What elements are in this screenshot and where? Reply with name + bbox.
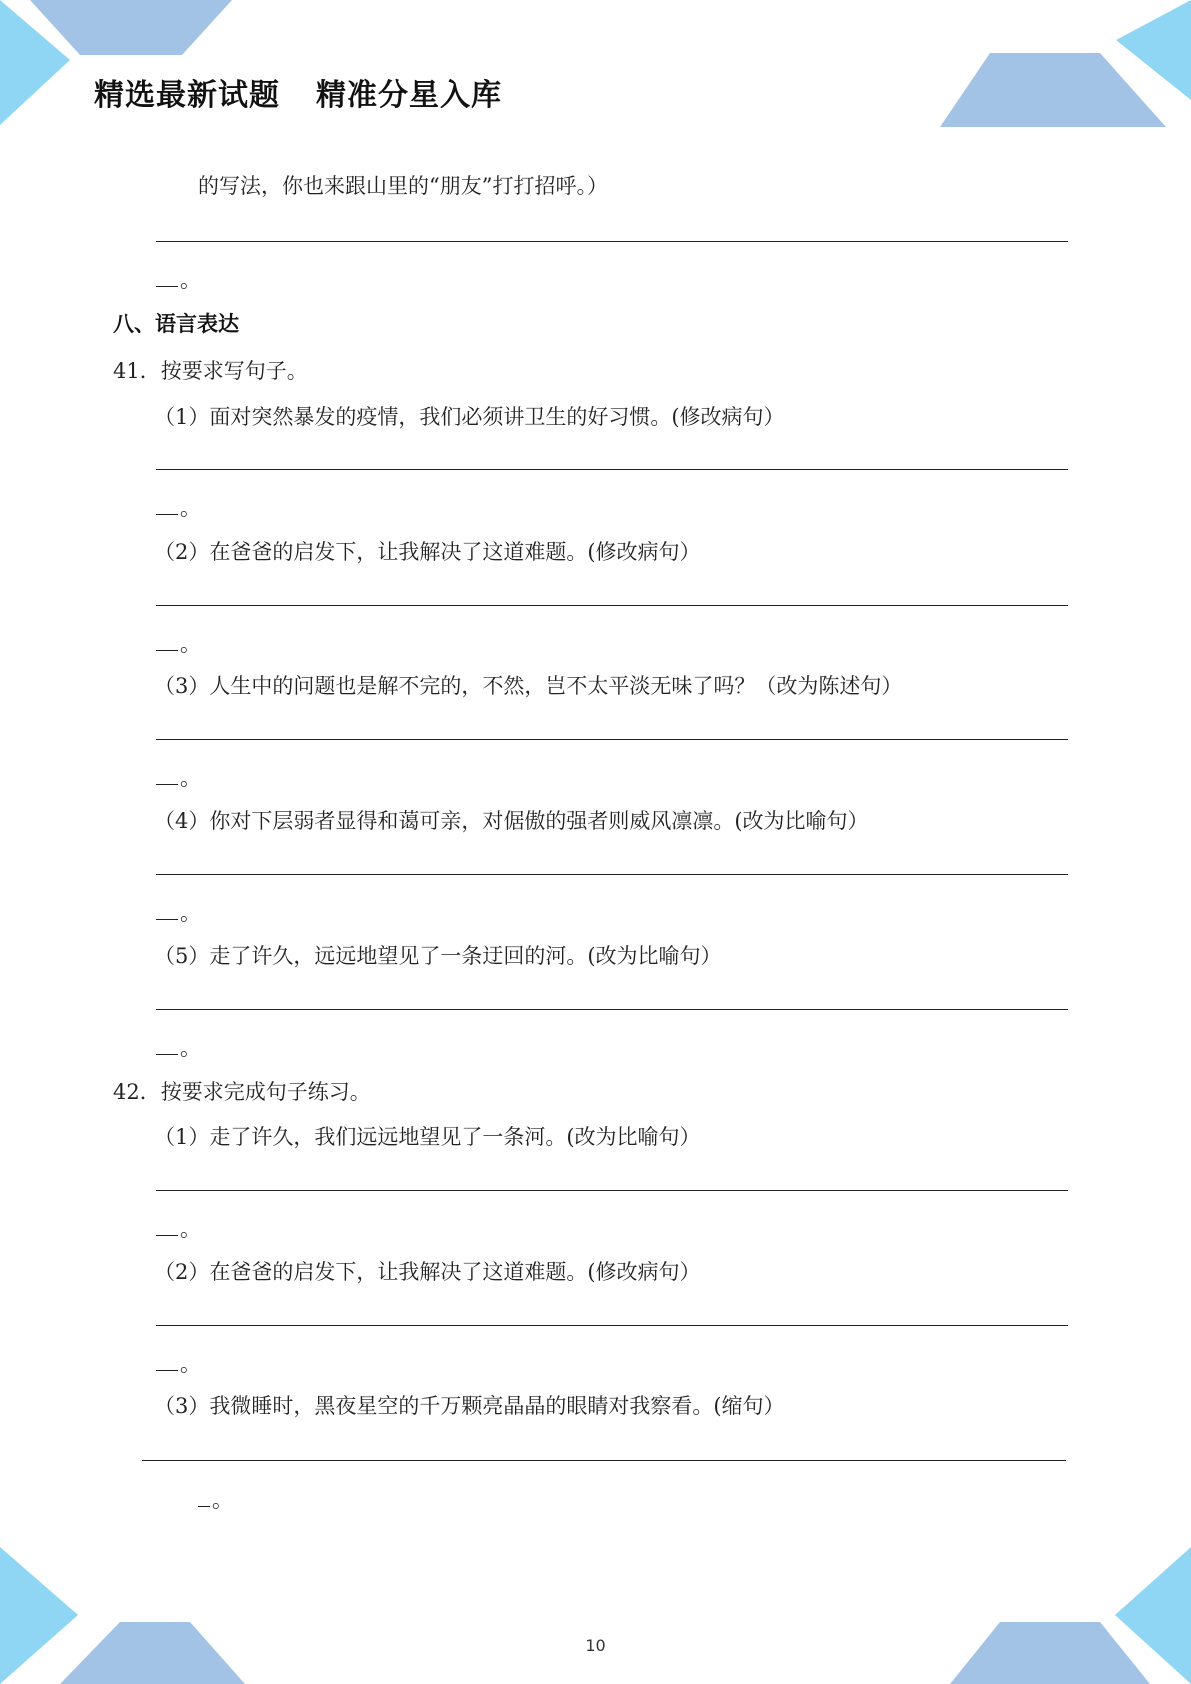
answer-line-end: 。 (156, 897, 201, 927)
answer-line-end: 。 (156, 1032, 201, 1062)
blank-dash (156, 634, 178, 651)
answer-line (156, 739, 1068, 740)
answer-line-end: 。 (156, 264, 201, 294)
top-left-band-shape (30, 0, 232, 55)
question-41-item-3: （3）人生中的问题也是解不完的，不然，岂不太平淡无味了吗？（改为陈述句） (154, 674, 903, 698)
question-41-item-4: （4）你对下层弱者显得和蔼可亲，对倨傲的强者则威风凛凛。(改为比喻句） (154, 809, 869, 833)
blank-dash (156, 1354, 178, 1371)
top-right-corner-shape (1116, 0, 1191, 100)
answer-line-end: 。 (198, 1484, 233, 1514)
blank-dash (156, 903, 178, 920)
blank-dash (156, 498, 178, 515)
blank-dash (198, 1490, 210, 1507)
answer-line-end: 。 (156, 1213, 201, 1243)
blank-dash (156, 768, 178, 785)
question-41-item-5: （5）走了许久，远远地望见了一条迂回的河。(改为比喻句） (154, 944, 722, 968)
header-title-part2: 精准分星入库 (316, 78, 502, 113)
question-42-stem: 42．按要求完成句子练习。 (113, 1080, 371, 1104)
answer-line-end: 。 (156, 628, 201, 658)
answer-line (156, 1009, 1068, 1010)
question-41-stem: 41．按要求写句子。 (113, 359, 308, 383)
bottom-right-corner-shape (1115, 1547, 1191, 1684)
answer-line-end: 。 (156, 762, 201, 792)
question-42-item-2: （2）在爸爸的启发下，让我解决了这道难题。(修改病句） (154, 1260, 701, 1284)
answer-line-end: 。 (156, 492, 201, 522)
question-41-item-2: （2）在爸爸的启发下，让我解决了这道难题。(修改病句） (154, 540, 701, 564)
answer-line (142, 1460, 1066, 1461)
bottom-left-corner-shape (0, 1547, 78, 1684)
answer-line-end: 。 (156, 1348, 201, 1378)
header-title-part1: 精选最新试题 (94, 78, 280, 113)
question-42-item-1: （1）走了许久，我们远远地望见了一条河。(改为比喻句） (154, 1125, 701, 1149)
answer-line (156, 1325, 1068, 1326)
top-right-trapezoid-shape (940, 53, 1166, 127)
blank-dash (156, 1219, 178, 1236)
page-number: 10 (585, 1636, 606, 1655)
answer-line (156, 1190, 1068, 1191)
answer-line (156, 469, 1068, 470)
blank-dash (156, 270, 178, 287)
section-heading: 八、语言表达 (113, 312, 239, 336)
answer-line (156, 874, 1068, 875)
previous-question-continuation: 的写法，你也来跟山里的“朋友”打打招呼。） (198, 174, 608, 198)
question-42-item-3: （3）我微睡时，黑夜星空的千万颗亮晶晶的眼睛对我察看。(缩句） (154, 1394, 785, 1418)
blank-dash (156, 1038, 178, 1055)
question-41-item-1: （1）面对突然暴发的疫情，我们必须讲卫生的好习惯。(修改病句） (154, 405, 785, 429)
page-header-title (94, 70, 502, 114)
answer-line (156, 605, 1068, 606)
top-left-corner-shape (0, 0, 70, 125)
answer-line (156, 241, 1068, 242)
